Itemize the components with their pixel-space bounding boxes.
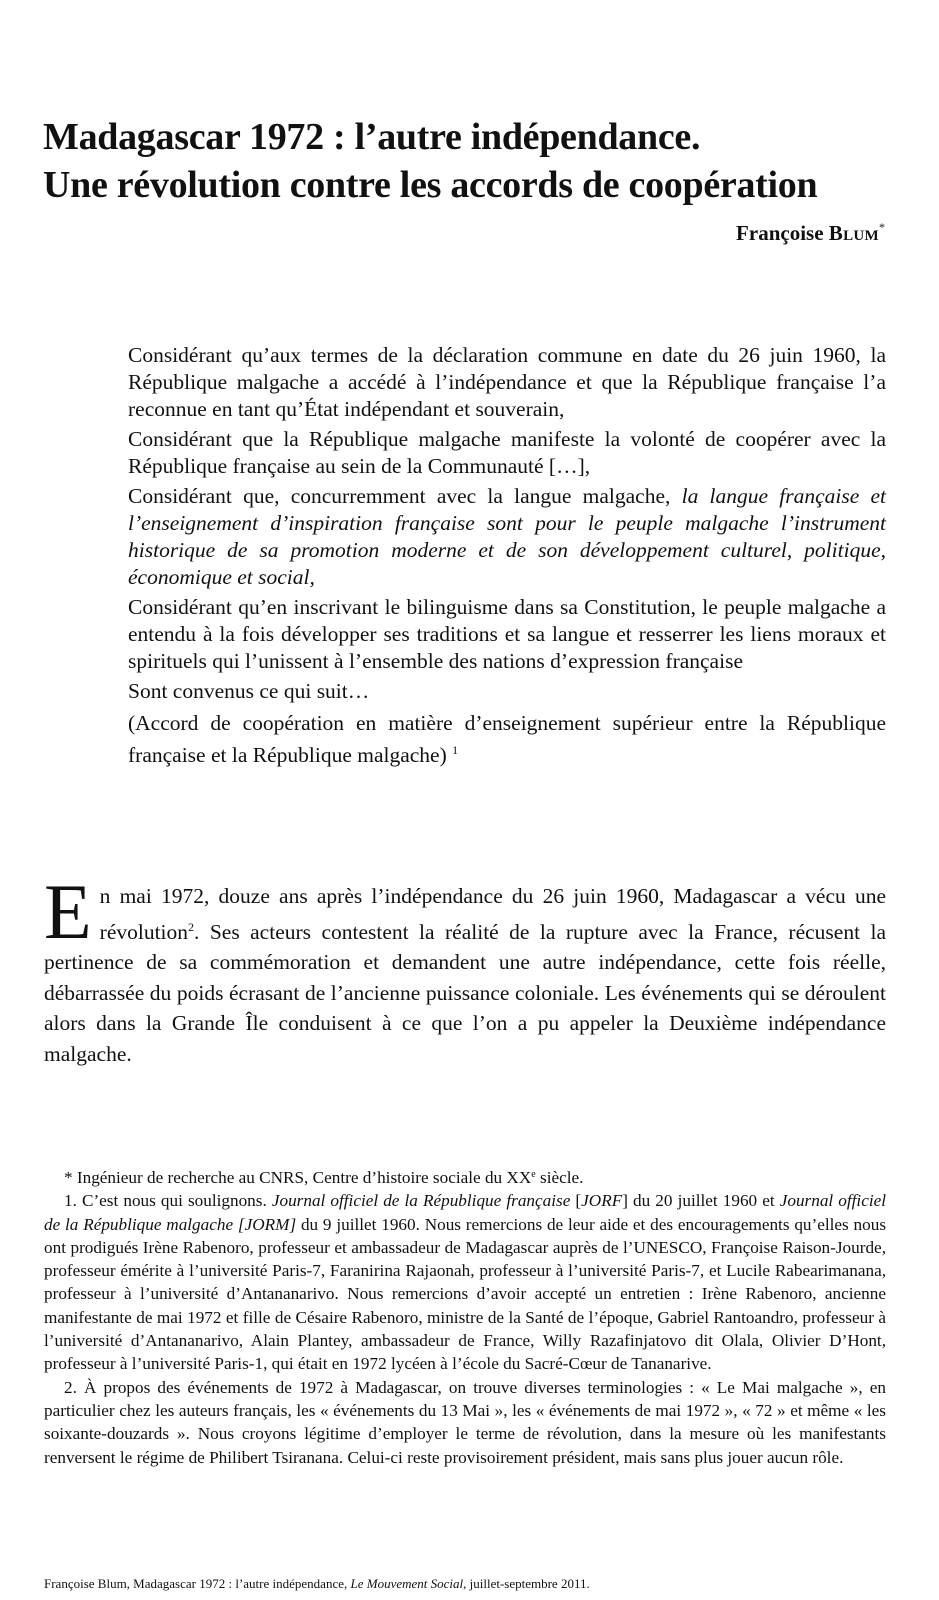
footnote-2: 2. À propos des événements de 1972 à Madagascar, on trouve diverses terminologies : « Le Mai malgache », en particulier chez les auteurs français, les « événements du 13 Mai », les « événements de mai 1972 », « 72 » et même « les soixante-douzards ». Nous croyons légitime d’employer le terme de révolution, dans la mesure où les manifestants renversent le régime de Philibert Tsiranana. Celui-ci reste provisoirement président, mais sans plus jouer aucun rôle.	[44, 1377, 886, 1467]
footnote-text: ] du 20 juillet 1960 et	[622, 1191, 780, 1211]
epigraph-paragraph	[128, 483, 886, 591]
footnote-italic-text: Journal officiel de la République malgache [JORM]	[44, 1191, 887, 1234]
footer-text: , juillet-septembre 2011.	[463, 1576, 590, 1591]
author-last-name: BLUM	[828, 221, 879, 245]
epigraph-source-text: (Accord de coopération en matière d’enseignement supérieur entre la République française et la République malgache)	[128, 711, 886, 767]
title-line-2: Une révolution contre les accords de coopération	[43, 164, 818, 207]
footnote-1	[44, 1189, 886, 1375]
body-paragraph	[44, 868, 886, 1069]
footnote-ref-2: 2	[188, 919, 195, 934]
century-superscript: e	[531, 1169, 536, 1180]
epigraph-italic-text: la langue française et l’enseignement d’inspiration française sont pour le peuple malgache l’instrument historique de sa promotion moderne et de son développement culturel, politique, économique et social,	[128, 484, 886, 589]
epigraph-text: Considérant que, concurremment avec la langue malgache,	[128, 484, 682, 508]
footnotes	[44, 1163, 886, 1469]
epigraph-paragraph: Considérant qu’aux termes de la déclaration commune en date du 26 juin 1960, la République malgache a accédé à l’indépendance et que la République française l’a reconnue en tant qu’État indépendant et souverain,	[128, 343, 886, 421]
author-first-name: Françoise	[736, 221, 824, 245]
epigraph-paragraph: Sont convenus ce qui suit…	[128, 679, 370, 703]
footnote-italic-text: JORF	[581, 1191, 623, 1211]
author-footnote-mark: *	[879, 220, 885, 234]
epigraph-paragraph: Considérant que la République malgache manifeste la volonté de coopérer avec la République française au sein de la Communauté […],	[128, 427, 886, 478]
footer-text: Françoise Blum, Madagascar 1972 : l’autre indépendance,	[44, 1576, 351, 1591]
journal-name: Le Mouvement Social	[350, 1576, 464, 1591]
citation-footer	[44, 1576, 590, 1592]
epigraph-paragraph: Considérant qu’en inscrivant le bilinguisme dans sa Constitution, le peuple malgache a entendu à la fois développer ses traditions et sa langue et resserrer les liens moraux et spirituels qui l’unissent à l’ensemble des nations d’expression française	[128, 595, 886, 673]
footnote-text: [	[570, 1191, 582, 1211]
footnote-text: siècle.	[535, 1168, 584, 1187]
epigraph-quote	[128, 342, 886, 772]
body-text: n mai 1972, douze ans après l’indépendance du 26 juin 1960, Madagascar a vécu une révolution	[99, 884, 886, 944]
epigraph-source	[128, 710, 886, 769]
drop-cap: E	[44, 868, 92, 955]
title-line-1: Madagascar 1972 : l’autre indépendance.	[43, 116, 701, 159]
footnote-ref-1: 1	[452, 743, 459, 757]
footnote-text: du 9 juillet 1960. Nous remercions de leur aide et des encouragements qu’elles nous ont prodigués Irène Rabenoro, professeur et ambassadeur de Madagascar auprès de l’UNESCO, Françoise Raison-Jourde, professeur émérite à l’université Paris-7, Faranirina Rajaonah, professeur à l’université Paris-7, et Lucile Rabearimanana, professeur à l’université d’Antananarivo. Nous remercions d’avoir accepté un entretien : Irène Rabenoro, ancienne manifestante de mai 1972 et fille de Césaire Rabenoro, ministre de la Santé de l’époque, Gabriel Rantoandro, professeur à l’université d’Antananarivo, Alain Plantey, ambassadeur de France, Willy Razafinjatovo dit Olala, Olivier D’Hont, professeur à l’université Paris-1, qui était en 1972 lycéen à l’école du Sacré-Cœur de Tananarive.	[44, 1214, 887, 1374]
author-byline	[736, 220, 885, 246]
footnote-text: 1. C’est nous qui soulignons.	[64, 1191, 272, 1211]
article-title	[43, 113, 913, 209]
footnote-author	[44, 1163, 886, 1189]
body-text: . Ses acteurs contestent la réalité de la rupture avec la France, récusent la pertinence de sa commémoration et demandent une autre indépendance, cette fois réelle, débarrassée du poids écrasant de l’ancienne puissance coloniale. Les événements qui se déroulent alors dans la Grande Île conduisent à ce que l’on a pu appeler la Deuxième indépendance malgache.	[44, 919, 886, 1066]
footnote-text: * Ingénieur de recherche au CNRS, Centre d’histoire sociale du XX	[64, 1168, 532, 1187]
footnote-italic-text: Journal officiel de la République française	[271, 1191, 571, 1211]
